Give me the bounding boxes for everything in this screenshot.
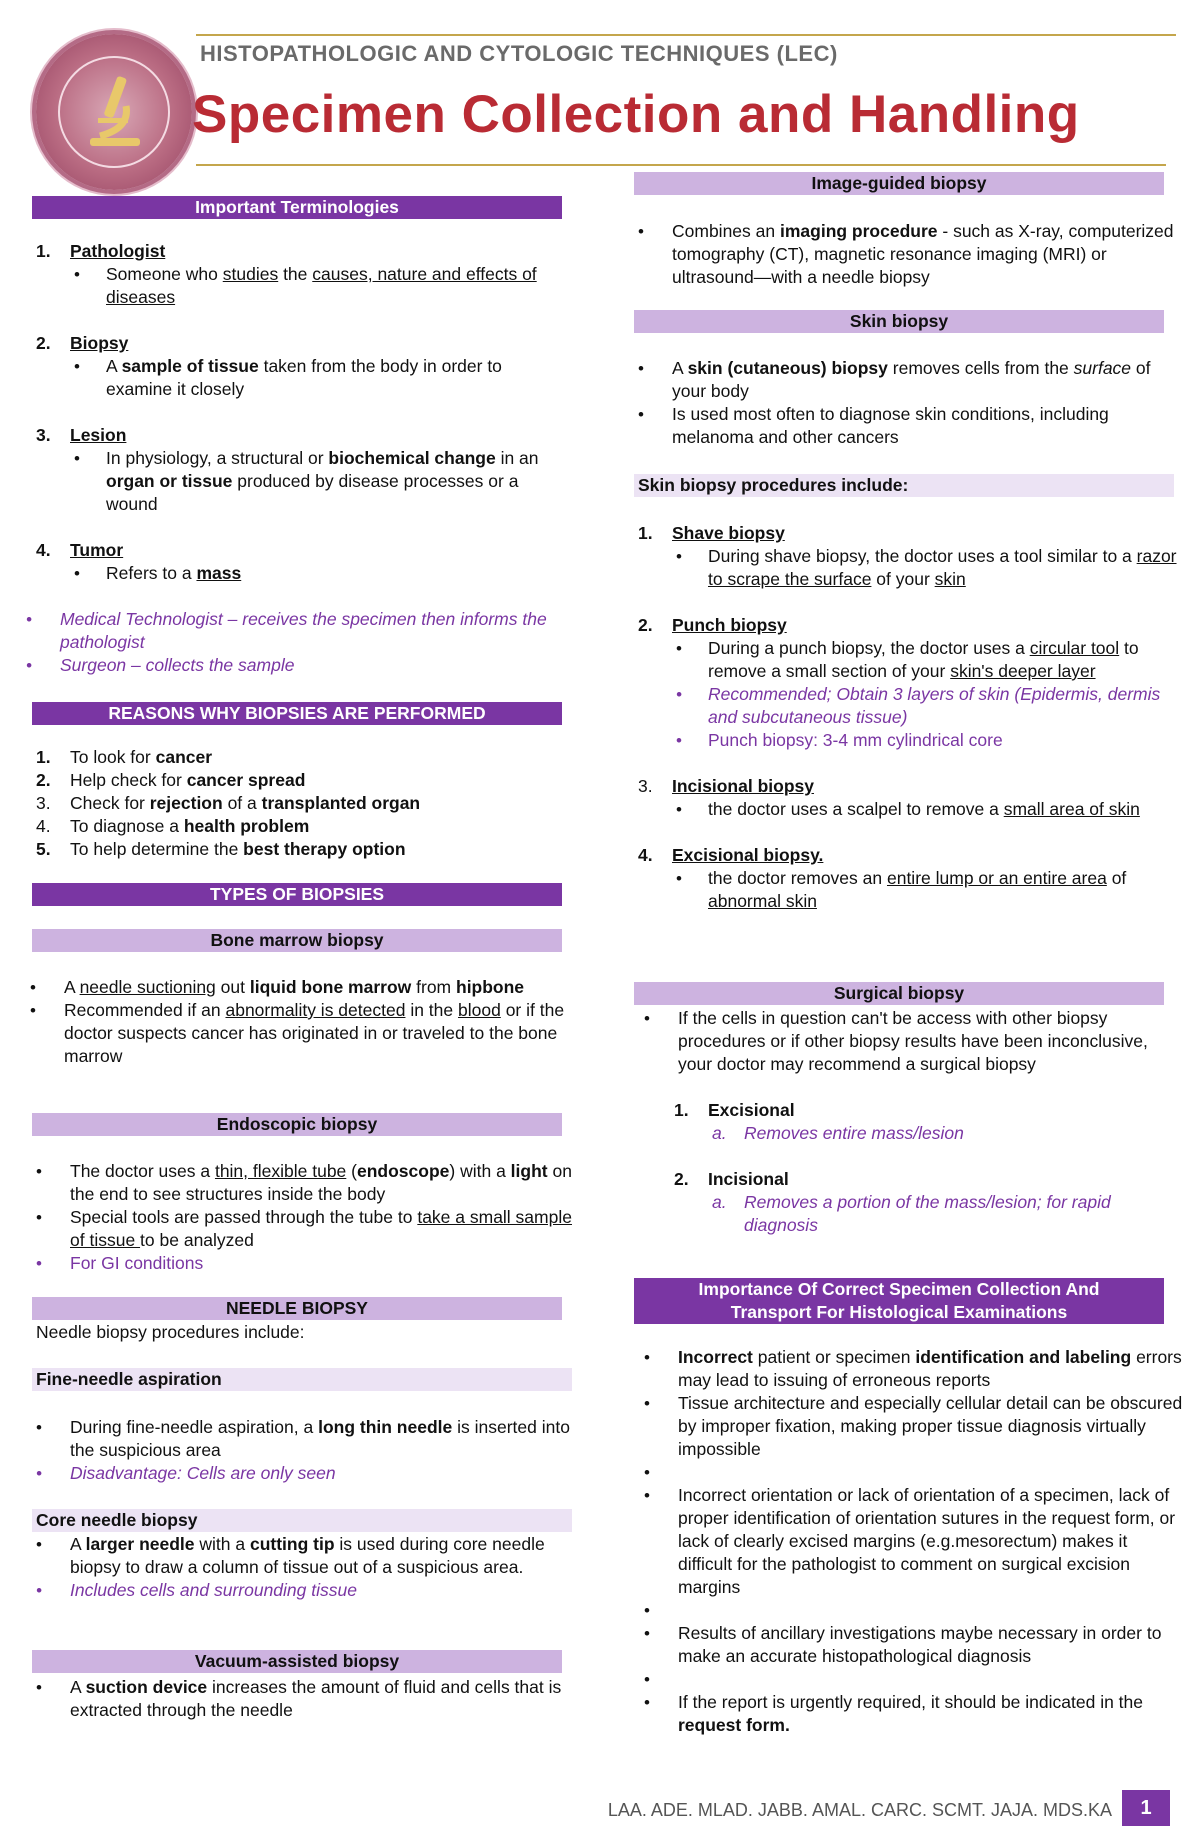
reason-item: 5. To help determine the best therapy option bbox=[36, 839, 406, 859]
list-item: • A needle suctioning out liquid bone marrow from hipbone bbox=[26, 976, 576, 999]
list-item: • Combines an imaging procedure - such as X-ray, computerized tomography (CT), magnetic resonance imaging (MRI) or ultrasound—with a needle biopsy bbox=[634, 220, 1179, 289]
top-rule bbox=[196, 34, 1176, 36]
list-item: • A suction device increases the amount of fluid and cells that is extracted through the needle bbox=[32, 1676, 577, 1722]
list-item: • Results of ancillary investigations maybe necessary in order to make an accurate histopathological diagnosis bbox=[640, 1622, 1185, 1668]
course-title: HISTOPATHOLOGIC AND CYTOLOGIC TECHNIQUES (LEC) bbox=[200, 41, 838, 66]
importance-heading: Importance Of Correct Specimen Collection And Transport For Histological Examinations bbox=[634, 1278, 1164, 1324]
role-note: • Medical Technologist – receives the specimen then informs the pathologist bbox=[22, 608, 572, 654]
list-item: • For GI conditions bbox=[32, 1252, 577, 1275]
core-list bbox=[32, 1533, 577, 1602]
skin-list bbox=[634, 357, 1179, 449]
reason-item: 1. To look for cancer bbox=[36, 747, 213, 767]
skin-heading: Skin biopsy bbox=[634, 310, 1164, 333]
terms-heading: Important Terminologies bbox=[32, 196, 562, 219]
endoscopic-list bbox=[32, 1160, 577, 1275]
procedure-item: 1. Shave biopsy • During shave biopsy, the doctor uses a tool similar to a razor to scrape the surface of your skin bbox=[634, 522, 1179, 591]
vacuum-list bbox=[32, 1676, 577, 1722]
list-item: • Incorrect orientation or lack of orientation of a specimen, lack of proper identification of orientation sutures in the request form, or lack of clearly excised margins (e.g.mesorectum) makes it difficult for the pathologist to comment on surgical excision margins bbox=[640, 1484, 1185, 1599]
list-item: • Special tools are passed through the tube to take a small sample of tissue to be analyzed bbox=[32, 1206, 577, 1252]
microscope-icon bbox=[58, 56, 170, 168]
needle-intro: Needle biopsy procedures include: bbox=[36, 1322, 305, 1342]
list-item: • Disadvantage: Cells are only seen bbox=[32, 1462, 577, 1485]
bottom-rule bbox=[196, 164, 1166, 166]
procedure-item: 3. Incisional biopsy • the doctor uses a scalpel to remove a small area of skin bbox=[634, 775, 1179, 821]
list-item: • Incorrect patient or specimen identification and labeling errors may lead to issuing of erroneous reports bbox=[640, 1346, 1185, 1392]
list-item: • If the cells in question can't be access with other biopsy procedures or if other biopsy results have been inconclusive, your doctor may recommend a surgical biopsy bbox=[640, 1007, 1180, 1076]
list-item: • Tissue architecture and especially cellular detail can be obscured by improper fixation, making proper tissue diagnosis virtually impossible bbox=[640, 1392, 1185, 1461]
terms-list bbox=[32, 240, 572, 677]
importance-list bbox=[640, 1346, 1185, 1737]
page-title: Specimen Collection and Handling bbox=[192, 85, 1080, 144]
seal-logo bbox=[36, 34, 192, 190]
reason-item: 3. Check for rejection of a transplanted organ bbox=[36, 793, 421, 813]
image-guided-list bbox=[634, 220, 1179, 289]
term-item: 3. Lesion • In physiology, a structural or biochemical change in an organ or tissue produced by disease processes or a wound bbox=[32, 424, 572, 516]
surgical-list bbox=[640, 1007, 1180, 1237]
types-heading: TYPES OF BIOPSIES bbox=[32, 883, 562, 906]
surgical-item: 1. Excisional a. Removes entire mass/lesion bbox=[674, 1100, 964, 1143]
page-number: 1 bbox=[1122, 1790, 1170, 1826]
surgical-heading: Surgical biopsy bbox=[634, 982, 1164, 1005]
endoscopic-heading: Endoscopic biopsy bbox=[32, 1113, 562, 1136]
reason-item: 4. To diagnose a health problem bbox=[36, 816, 310, 836]
list-item: • The doctor uses a thin, flexible tube (endoscope) with a light on the end to see structures inside the body bbox=[32, 1160, 577, 1206]
term-item: 4. Tumor • Refers to a mass bbox=[32, 539, 572, 585]
list-item: • Includes cells and surrounding tissue bbox=[32, 1579, 577, 1602]
list-item: • A skin (cutaneous) biopsy removes cells from the surface of your body bbox=[634, 357, 1179, 403]
fna-list bbox=[32, 1416, 577, 1485]
term-item: 1. Pathologist • Someone who studies the causes, nature and effects of diseases bbox=[32, 240, 572, 309]
bone-marrow-list bbox=[26, 976, 576, 1068]
list-item: • Is used most often to diagnose skin conditions, including melanoma and other cancers bbox=[634, 403, 1179, 449]
skin-procedures-list bbox=[634, 522, 1179, 913]
role-note: • Surgeon – collects the sample bbox=[22, 654, 572, 677]
procedure-item: 2. Punch biopsy • During a punch biopsy, the doctor uses a circular tool to remove a small section of your skin's deeper layer • Recommended; Obtain 3 layers of skin (Epidermis, dermis and subcutaneous tissue) • Punch biopsy: 3-4 mm cylindrical core bbox=[634, 614, 1179, 752]
surgical-item: 2. Incisional a. Removes a portion of the mass/lesion; for rapid diagnosis bbox=[674, 1169, 1111, 1235]
bone-marrow-heading: Bone marrow biopsy bbox=[32, 929, 562, 952]
reasons-heading: REASONS WHY BIOPSIES ARE PERFORMED bbox=[32, 702, 562, 725]
image-guided-heading: Image-guided biopsy bbox=[634, 172, 1164, 195]
list-item: • Recommended if an abnormality is detected in the blood or if the doctor suspects cancer has originated in or traveled to the bone marrow bbox=[26, 999, 576, 1068]
vacuum-heading: Vacuum-assisted biopsy bbox=[32, 1650, 562, 1673]
list-item: • During fine-needle aspiration, a long thin needle is inserted into the suspicious area bbox=[32, 1416, 577, 1462]
list-item: • A larger needle with a cutting tip is used during core needle biopsy to draw a column of tissue out of a suspicious area. bbox=[32, 1533, 577, 1579]
needle-heading: NEEDLE BIOPSY bbox=[32, 1297, 562, 1320]
list-item: • If the report is urgently required, it should be indicated in the request form. bbox=[640, 1691, 1185, 1737]
reason-item: 2. Help check for cancer spread bbox=[36, 770, 306, 790]
core-heading: Core needle biopsy bbox=[32, 1509, 572, 1532]
footer-authors: LAA. ADE. MLAD. JABB. AMAL. CARC. SCMT. JAJA. MDS.KA bbox=[607, 1800, 1112, 1820]
skin-procedures-heading: Skin biopsy procedures include: bbox=[634, 474, 1174, 497]
procedure-item: 4. Excisional biopsy. • the doctor removes an entire lump or an entire area of abnormal skin bbox=[634, 844, 1179, 913]
fna-heading: Fine-needle aspiration bbox=[32, 1368, 572, 1391]
term-item: 2. Biopsy • A sample of tissue taken from the body in order to examine it closely bbox=[32, 332, 572, 401]
reasons-list bbox=[32, 746, 572, 861]
